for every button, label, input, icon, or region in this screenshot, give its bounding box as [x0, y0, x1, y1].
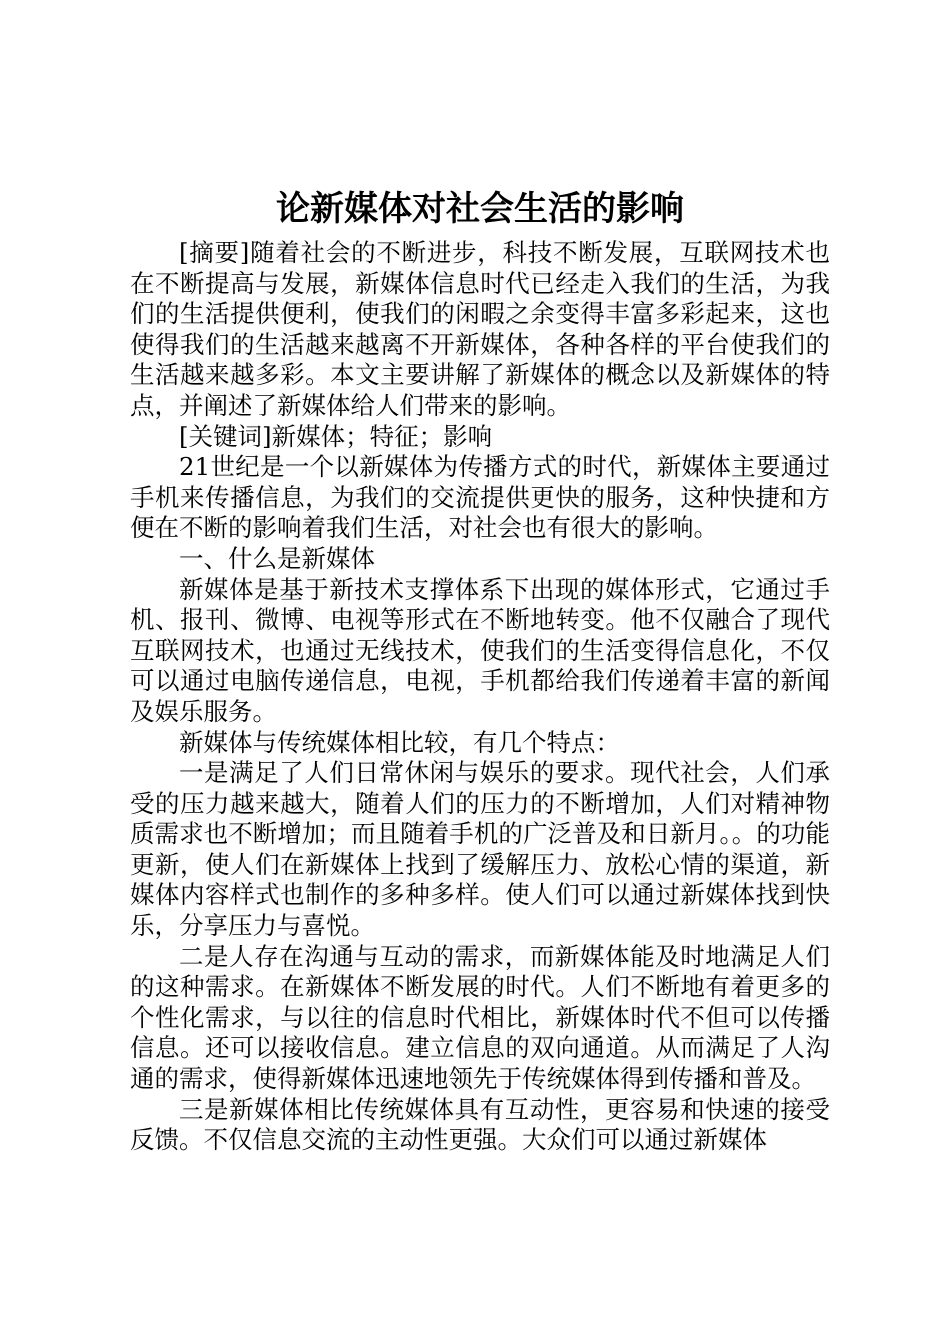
body-paragraph: 二是人存在沟通与互动的需求，而新媒体能及时地满足人们的这种需求。在新媒体不断发展的时代。人们不断地有着更多的个性化需求，与以往的信息时代相比，新媒体时代不但可以传播信息。还可以接收信息。建立信息的双向通道。从而满足了人沟通的需求，使得新媒体迅速地领先于传统媒体得到传播和普及。: [130, 941, 830, 1094]
body-paragraph: 三是新媒体相比传统媒体具有互动性，更容易和快速的接受反馈。不仅信息交流的主动性更强。大众们可以通过新媒体: [130, 1094, 830, 1155]
body-paragraph: 一是满足了人们日常休闲与娱乐的要求。现代社会，人们承受的压力越来越大，随着人们的压力的不断增加，人们对精神物质需求也不断增加；而且随着手机的广泛普及和日新月。。的功能更新，使人们在新媒体上找到了缓解压力、放松心情的渠道，新媒体内容样式也制作的多种多样。使人们可以通过新媒体找到快乐，分享压力与喜悦。: [130, 758, 830, 941]
keywords-paragraph: [关键词]新媒体；特征；影响: [179, 421, 493, 451]
document-title: 论新媒体对社会生活的影响: [276, 189, 684, 229]
abstract-paragraph: [摘要]随着社会的不断进步，科技不断发展，互联网技术也在不断提高与发展，新媒体信息时代已经走入我们的生活，为我们的生活提供便利，使我们的闲暇之余变得丰富多彩起来，这也使得我们的生活越来越离不开新媒体，各种各样的平台使我们的生活越来越多彩。本文主要讲解了新媒体的概念以及新媒体的特点，并阐述了新媒体给人们带来的影响。: [130, 238, 830, 420]
intro-paragraph: 21世纪是一个以新媒体为传播方式的时代，新媒体主要通过手机来传播信息，为我们的交流提供更快的服务，这种快捷和方便在不断的影响着我们生活，对社会也有很大的影响。: [130, 452, 830, 543]
body-paragraph: 新媒体与传统媒体相比较，有几个特点：: [179, 727, 620, 757]
section-heading: 一、什么是新媒体: [179, 543, 375, 573]
document-page: [130, 186, 830, 1156]
body-paragraph: 新媒体是基于新技术支撑体系下出现的媒体形式，它通过手机、报刊、微博、电视等形式在不断地转变。他不仅融合了现代互联网技术，也通过无线技术，使我们的生活变得信息化，不仅可以通过电脑传递信息，电视，手机都给我们传递着丰富的新闻及娱乐服务。: [130, 574, 830, 726]
